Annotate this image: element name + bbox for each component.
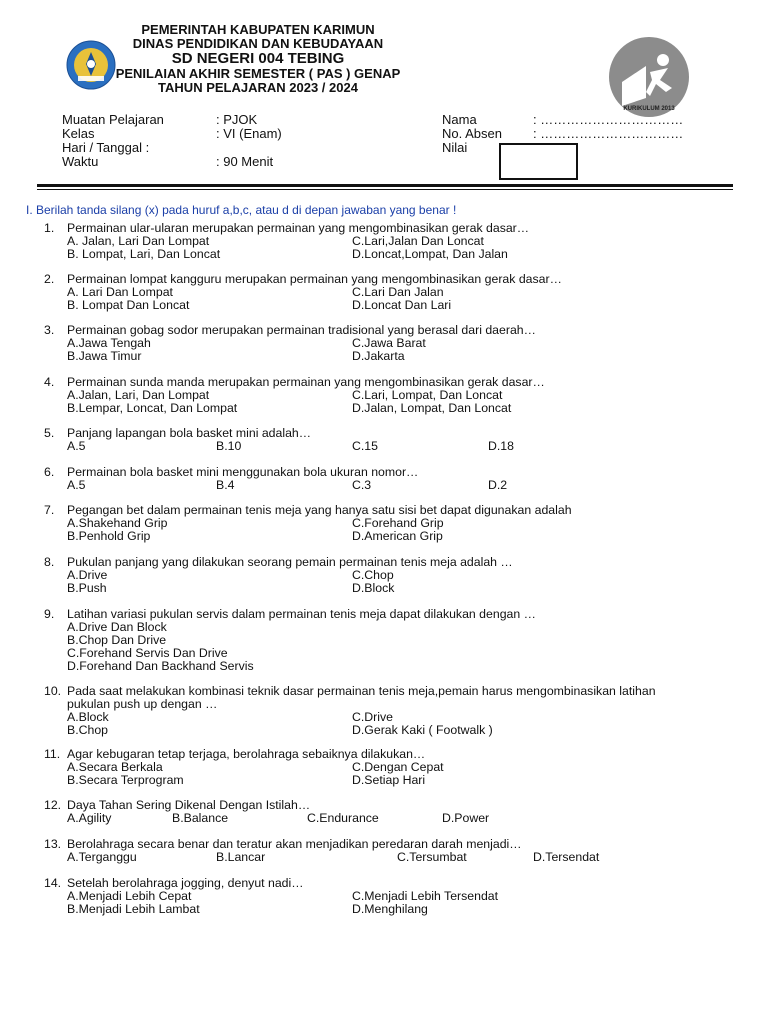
answer-option[interactable]: C.Dengan Cepat: [352, 759, 444, 774]
answer-option[interactable]: D.Gerak Kaki ( Footwalk ): [352, 722, 493, 737]
kurikulum-2013-logo: [608, 36, 690, 118]
waktu-label: Waktu: [62, 154, 99, 169]
question-text: Latihan variasi pukulan servis dalam permainan tenis meja dapat dilakukan dengan …: [67, 607, 536, 621]
question-text: Pada saat melakukan kombinasi teknik dasar permainan tenis meja,pemain harus mengombinasikan latihan: [67, 684, 656, 698]
answer-option[interactable]: D.Menghilang: [352, 901, 428, 916]
question-number: 9.: [44, 607, 55, 621]
answer-option[interactable]: D.18: [488, 438, 514, 453]
answer-option[interactable]: B.Jawa Timur: [67, 348, 142, 363]
answer-option[interactable]: A.Drive Dan Block: [67, 619, 167, 634]
header-line-2: DINAS PENDIDIKAN DAN KEBUDAYAAN: [132, 36, 384, 51]
instruction: I. Berilah tanda silang (x) pada huruf a,b,c, atau d di depan jawaban yang benar !: [26, 203, 457, 217]
header-divider: [37, 184, 733, 187]
answer-option[interactable]: A. Lari Dan Lompat: [67, 284, 173, 299]
waktu-value: : 90 Menit: [216, 154, 274, 169]
question-text: Daya Tahan Sering Dikenal Dengan Istilah…: [67, 798, 311, 812]
header-line-1: PEMERINTAH KABUPATEN KARIMUN: [141, 22, 375, 37]
question-number: 13.: [44, 837, 62, 851]
question-number: 2.: [44, 272, 55, 286]
answer-option[interactable]: B.Menjadi Lebih Lambat: [67, 901, 200, 916]
answer-option[interactable]: B.Push: [67, 580, 107, 595]
question-number: 11.: [44, 747, 61, 761]
answer-option[interactable]: A.Drive: [67, 567, 108, 582]
question-text: Berolahraga secara benar dan teratur akan menjadikan peredaran darah menjadi…: [67, 837, 522, 851]
question-number: 6.: [44, 465, 55, 479]
question-number: 12.: [44, 798, 62, 812]
answer-option[interactable]: B.10: [216, 438, 242, 453]
nilai-label: Nilai: [442, 140, 468, 155]
question-text-continued: pukulan push up dengan …: [67, 696, 218, 711]
nama-label: Nama: [442, 112, 477, 127]
answer-option[interactable]: C.Lari,Jalan Dan Loncat: [352, 233, 484, 248]
question-text: Permainan bola basket mini menggunakan bola ukuran nomor…: [67, 465, 419, 479]
question-text: Permainan ular-ularan merupakan permainan yang mengombinasikan gerak dasar…: [67, 221, 530, 235]
answer-option[interactable]: D.Tersendat: [533, 849, 600, 864]
answer-option[interactable]: A.5: [67, 438, 86, 453]
header-line-4: PENILAIAN AKHIR SEMESTER ( PAS ) GENAP: [115, 66, 401, 81]
answer-option[interactable]: D.Loncat Dan Lari: [352, 297, 452, 312]
answer-option[interactable]: C.Drive: [352, 709, 393, 724]
answer-option[interactable]: A.Jawa Tengah: [67, 335, 151, 350]
mapel-value: : PJOK: [216, 112, 258, 127]
answer-option[interactable]: D.Jakarta: [352, 348, 405, 363]
answer-option[interactable]: D.Loncat,Lompat, Dan Jalan: [352, 246, 508, 261]
question-number: 7.: [44, 503, 55, 517]
nama-field[interactable]: : ……………………………: [533, 112, 684, 127]
answer-option[interactable]: B. Lompat, Lari, Dan Loncat: [67, 246, 221, 261]
answer-option[interactable]: A.Terganggu: [67, 849, 137, 864]
answer-option[interactable]: B.Chop: [67, 722, 109, 737]
answer-option[interactable]: C.3: [352, 477, 372, 492]
question-text: Setelah berolahraga jogging, denyut nadi…: [67, 876, 304, 890]
answer-option[interactable]: D.2: [488, 477, 508, 492]
question-number: 5.: [44, 426, 55, 440]
answer-option[interactable]: D.American Grip: [352, 528, 443, 543]
hari-label: Hari / Tanggal :: [62, 140, 150, 155]
answer-option[interactable]: B.4: [216, 477, 235, 492]
kelas-value: : VI (Enam): [216, 126, 282, 141]
answer-option[interactable]: C.Tersumbat: [397, 849, 467, 864]
header-divider-thin: [37, 189, 733, 190]
answer-option[interactable]: C.Lari Dan Jalan: [352, 284, 444, 299]
question-text: Pegangan bet dalam permainan tenis meja yang hanya satu sisi bet dapat digunakan adalah: [67, 503, 572, 517]
question-number: 14.: [44, 876, 62, 890]
question-number: 8.: [44, 555, 55, 569]
answer-option[interactable]: A.Menjadi Lebih Cepat: [67, 888, 192, 903]
answer-option[interactable]: D.Block: [352, 580, 395, 595]
answer-option[interactable]: B.Lempar, Loncat, Dan Lompat: [67, 400, 238, 415]
question-number: 3.: [44, 323, 55, 337]
answer-option[interactable]: A.Agility: [67, 810, 112, 825]
question-number: 1.: [44, 221, 55, 235]
answer-option[interactable]: A.Secara Berkala: [67, 759, 163, 774]
kelas-label: Kelas: [62, 126, 95, 141]
nilai-box[interactable]: [499, 143, 578, 180]
header-line-5: TAHUN PELAJARAN 2023 / 2024: [158, 80, 358, 95]
header-line-3: SD NEGERI 004 TEBING: [171, 50, 345, 67]
answer-option[interactable]: C.Endurance: [307, 810, 379, 825]
mapel-label: Muatan Pelajaran: [62, 112, 164, 127]
question-text: Panjang lapangan bola basket mini adalah…: [67, 426, 312, 440]
answer-option[interactable]: C.Forehand Grip: [352, 515, 444, 530]
question-text: Permainan gobag sodor merupakan permainan tradisional yang berasal dari daerah…: [67, 323, 536, 337]
answer-option[interactable]: B. Lompat Dan Loncat: [67, 297, 190, 312]
answer-option[interactable]: B.Chop Dan Drive: [67, 632, 167, 647]
absen-field[interactable]: : ……………………………: [533, 126, 684, 141]
answer-option[interactable]: C.Forehand Servis Dan Drive: [67, 645, 228, 660]
answer-option[interactable]: B.Penhold Grip: [67, 528, 151, 543]
question-text: Agar kebugaran tetap terjaga, berolahraga sebaiknya dilakukan…: [67, 747, 426, 761]
answer-option[interactable]: D.Setiap Hari: [352, 772, 426, 787]
answer-option[interactable]: D.Jalan, Lompat, Dan Loncat: [352, 400, 512, 415]
question-text: Permainan lompat kangguru merupakan permainan yang mengombinasikan gerak dasar…: [67, 272, 562, 286]
question-number: 4.: [44, 375, 55, 389]
answer-option[interactable]: C.Jawa Barat: [352, 335, 426, 350]
answer-option[interactable]: A.Jalan, Lari, Dan Lompat: [67, 387, 210, 402]
absen-label: No. Absen: [442, 126, 502, 141]
answer-option[interactable]: A. Jalan, Lari Dan Lompat: [67, 233, 210, 248]
answer-option[interactable]: C.Menjadi Lebih Tersendat: [352, 888, 499, 903]
answer-option[interactable]: D.Forehand Dan Backhand Servis: [67, 658, 254, 673]
kurikulum-logo-text: KURIKULUM 2013: [623, 106, 675, 112]
question-text: Permainan sunda manda merupakan permainan yang mengombinasikan gerak dasar…: [67, 375, 545, 389]
answer-option[interactable]: A.5: [67, 477, 86, 492]
answer-option[interactable]: C.Lari, Lompat, Dan Loncat: [352, 387, 503, 402]
answer-option[interactable]: A.Block: [67, 709, 109, 724]
answer-option[interactable]: D.Power: [442, 810, 490, 825]
answer-option[interactable]: B.Secara Terprogram: [67, 772, 184, 787]
answer-option[interactable]: B.Balance: [172, 810, 229, 825]
question-text: Pukulan panjang yang dilakukan seorang pemain permainan tenis meja adalah …: [67, 555, 513, 569]
question-number: 10.: [44, 684, 62, 698]
answer-option[interactable]: A.Shakehand Grip: [67, 515, 168, 530]
answer-option[interactable]: C.Chop: [352, 567, 394, 582]
answer-option[interactable]: C.15: [352, 438, 378, 453]
answer-option[interactable]: B.Lancar: [216, 849, 266, 864]
